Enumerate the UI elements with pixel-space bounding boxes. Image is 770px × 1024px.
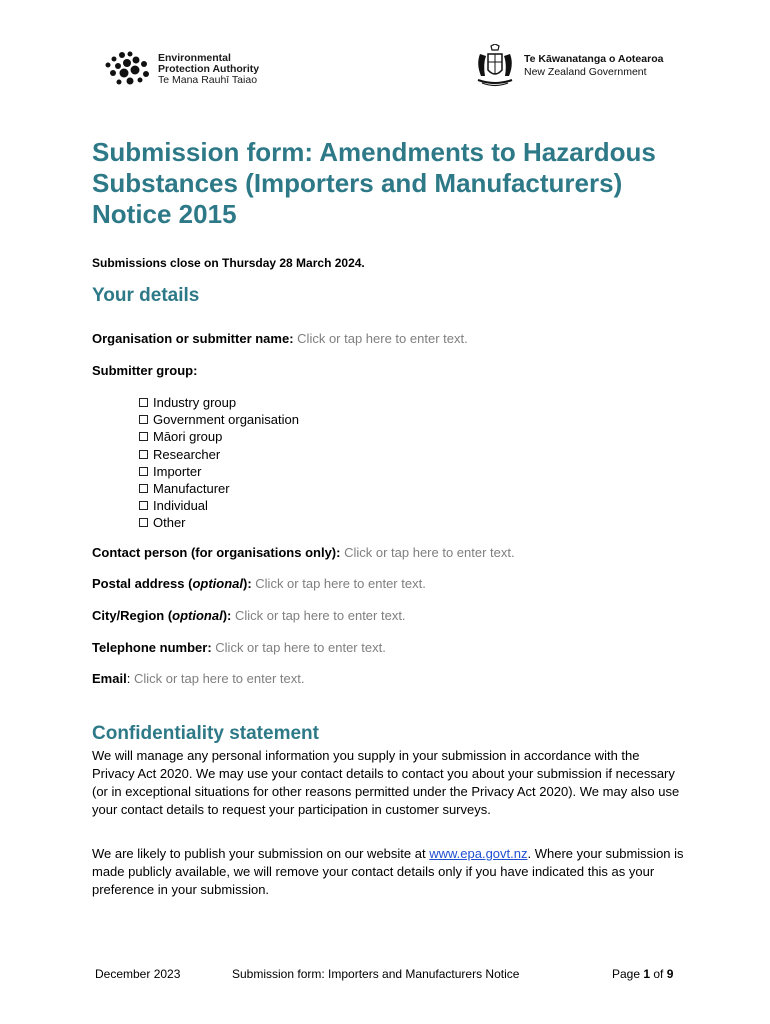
telephone-input[interactable]: Click or tap here to enter text. bbox=[215, 640, 386, 655]
epa-line-3: Te Mana Rauhī Taiao bbox=[158, 73, 258, 86]
epa-logo-text bbox=[158, 53, 259, 86]
footer-document-title: Submission form: Importers and Manufacturers Notice bbox=[232, 967, 520, 981]
postal-address-input[interactable]: Click or tap here to enter text. bbox=[255, 576, 426, 591]
submitter-group-option[interactable]: Māori group bbox=[139, 428, 299, 445]
email-label: Email bbox=[92, 671, 127, 686]
your-details-heading: Your details bbox=[92, 285, 200, 306]
checkbox-icon[interactable] bbox=[139, 415, 148, 424]
submitter-group-option[interactable]: Importer bbox=[139, 463, 299, 480]
confidentiality-heading: Confidentiality statement bbox=[92, 723, 319, 744]
postal-address-label: Postal address (optional): bbox=[92, 576, 252, 591]
checkbox-icon[interactable] bbox=[139, 450, 148, 459]
organisation-name-input[interactable]: Click or tap here to enter text. bbox=[297, 331, 468, 346]
confidentiality-paragraph-2: We are likely to publish your submission on our website at www.epa.govt.nz. Where your submission is made publicly available, we will remove your contact details only if you have indicated this as your preference in your submission. bbox=[92, 846, 684, 897]
contact-person-field bbox=[92, 545, 515, 560]
nz-government-text bbox=[524, 53, 663, 79]
submitter-group-option[interactable]: Individual bbox=[139, 497, 299, 514]
footer-page-number: Page 1 of 9 bbox=[612, 967, 674, 981]
email-input[interactable]: Click or tap here to enter text. bbox=[133, 671, 305, 686]
epa-line-1: Environmental bbox=[158, 51, 231, 64]
coat-of-arms-icon bbox=[472, 44, 518, 88]
contact-person-label: Contact person (for organisations only): bbox=[92, 545, 341, 560]
city-region-label: City/Region (optional): bbox=[92, 608, 232, 623]
epa-line-2: Protection Authority bbox=[158, 62, 260, 75]
organisation-name-field bbox=[92, 331, 468, 346]
checkbox-icon[interactable] bbox=[139, 432, 148, 441]
gov-line-2: New Zealand Government bbox=[524, 66, 647, 78]
confidentiality-paragraph-1: We will manage any personal information you supply in your submission in accordance with the Privacy Act 2020. We may use your contact details to contact you about your submission if necessary (or in exceptional situations for other reasons permitted under the Privacy Act 2020). We may also use your contact details to request your participation in customer surveys. bbox=[92, 748, 680, 817]
submitter-group-label: Submitter group: bbox=[92, 363, 198, 378]
submitter-group-option[interactable]: Researcher bbox=[139, 446, 299, 463]
city-region-input[interactable]: Click or tap here to enter text. bbox=[235, 608, 406, 623]
city-region-field bbox=[92, 608, 406, 623]
epa-logo-icon bbox=[100, 50, 152, 88]
organisation-name-label: Organisation or submitter name: bbox=[92, 331, 294, 346]
email-field: Email: Click or tap here to enter text. bbox=[92, 671, 305, 686]
checkbox-icon[interactable] bbox=[139, 518, 148, 527]
postal-address-field bbox=[92, 576, 426, 591]
checkbox-icon[interactable] bbox=[139, 398, 148, 407]
submission-deadline: Submissions close on Thursday 28 March 2024. bbox=[92, 256, 365, 270]
footer-date: December 2023 bbox=[95, 967, 181, 981]
checkbox-icon[interactable] bbox=[139, 484, 148, 493]
checkbox-icon[interactable] bbox=[139, 501, 148, 510]
epa-website-link[interactable]: www.epa.govt.nz bbox=[429, 846, 528, 861]
submitter-group-option[interactable]: Manufacturer bbox=[139, 480, 299, 497]
contact-person-input[interactable]: Click or tap here to enter text. bbox=[344, 545, 515, 560]
checkbox-icon[interactable] bbox=[139, 467, 148, 476]
submitter-group-option[interactable]: Other bbox=[139, 514, 299, 531]
telephone-field bbox=[92, 640, 386, 655]
nz-government-logo bbox=[472, 44, 663, 88]
gov-line-1: Te Kāwanatanga o Aotearoa bbox=[524, 53, 664, 65]
submitter-group-option[interactable]: Government organisation bbox=[139, 411, 299, 428]
page-title: Submission form: Amendments to Hazardous Substances (Importers and Manufacturers) Notice 2015 bbox=[92, 137, 656, 229]
submitter-group-options bbox=[139, 394, 299, 532]
submitter-group-option[interactable]: Industry group bbox=[139, 394, 299, 411]
epa-logo bbox=[100, 50, 259, 88]
telephone-label: Telephone number: bbox=[92, 640, 212, 655]
